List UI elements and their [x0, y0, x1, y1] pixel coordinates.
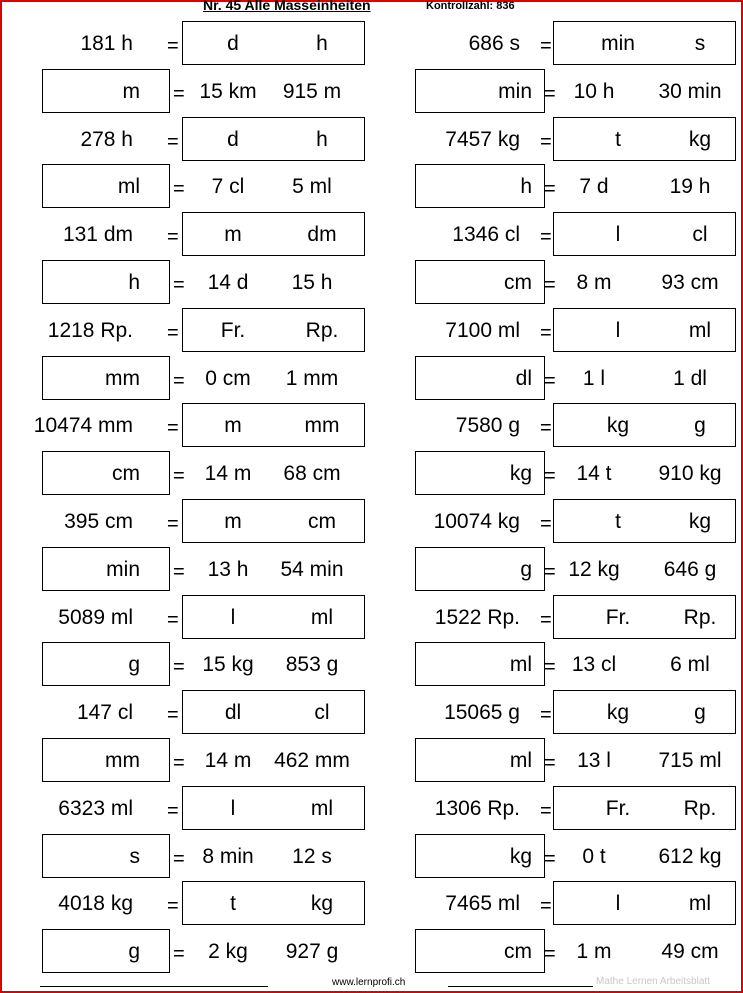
given-value-1: 1 l: [582, 366, 606, 390]
target-unit-2: cl: [314, 701, 330, 725]
equals-sign: =: [540, 799, 552, 822]
given-value-2: 910 kg: [658, 462, 722, 486]
target-unit-2: cm: [308, 510, 336, 533]
right-exercise: [0, 117, 743, 163]
given-value-1: 0 t: [582, 844, 606, 868]
equals-sign: =: [544, 178, 556, 201]
equals-sign: =: [540, 608, 552, 631]
right-exercise: [0, 212, 743, 258]
equals-sign: =: [544, 943, 556, 966]
exercise-row: [0, 595, 743, 641]
target-unit-1: Fr.: [605, 605, 631, 629]
given-value-2: 6 ml: [670, 653, 710, 677]
equals-sign: =: [173, 560, 185, 583]
given-value-1: 10 h: [573, 79, 615, 103]
exercise-row: [0, 690, 743, 736]
exercise-row: [0, 21, 743, 67]
exercise-row: [0, 547, 743, 593]
right-exercise: [0, 642, 743, 688]
given-value-1: 7 d: [579, 175, 609, 199]
equals-sign: =: [173, 274, 185, 296]
target-unit-2: cl: [692, 223, 708, 247]
given-value-2: 93 cm: [661, 271, 719, 294]
given-value-2: 646 g: [663, 557, 717, 581]
given-value: 5089 ml: [58, 605, 133, 629]
exercise-row: [0, 212, 743, 258]
exercise-row: [0, 356, 743, 402]
exercise-row: [0, 881, 743, 927]
target-unit-1: Fr.: [220, 318, 246, 342]
equals-sign: =: [167, 35, 179, 57]
given-value: 1306 Rp.: [434, 796, 520, 820]
equals-sign: =: [544, 369, 556, 392]
given-value-1: 13 h: [207, 557, 249, 581]
target-unit: dl: [515, 366, 532, 390]
given-value: 10074 kg: [433, 510, 520, 533]
right-exercise: [0, 786, 743, 832]
footer-url: www.lernprofi.ch: [332, 977, 406, 988]
given-value: 1346 cl: [452, 223, 520, 247]
equals-sign: =: [544, 847, 556, 870]
equals-sign: =: [167, 513, 179, 535]
target-unit: cm: [504, 271, 532, 294]
given-value: 686 s: [468, 32, 520, 55]
target-unit-1: d: [227, 32, 239, 55]
given-value: 147 cl: [76, 701, 133, 725]
footer-line-left: [40, 986, 268, 987]
given-value-1: 13 cl: [571, 653, 617, 677]
right-exercise: [0, 164, 743, 210]
given-value-2: 853 g: [285, 653, 339, 677]
target-unit: ml: [509, 653, 532, 677]
given-value: 395 cm: [64, 510, 133, 533]
given-value-2: 30 min: [658, 79, 722, 103]
target-unit: ml: [509, 749, 532, 772]
worksheet-title: Nr. 45 Alle Masseinheiten: [203, 0, 371, 13]
given-value: 1522 Rp.: [434, 605, 520, 629]
target-unit: ml: [117, 175, 140, 199]
target-unit-1: kg: [606, 414, 630, 438]
right-exercise: [0, 69, 743, 115]
given-value-2: 19 h: [669, 175, 711, 199]
exercise-row: [0, 929, 743, 975]
target-unit: cm: [112, 462, 140, 486]
equals-sign: =: [540, 895, 552, 918]
given-value-2: 49 cm: [661, 940, 719, 964]
given-value-2: 12 s: [292, 844, 332, 868]
given-value: 7580 g: [455, 414, 520, 438]
right-exercise: [0, 834, 743, 880]
target-unit: h: [520, 175, 532, 199]
exercise-row: [0, 499, 743, 545]
exercise-row: [0, 786, 743, 832]
target-unit-1: t: [615, 127, 621, 151]
target-unit: m: [122, 79, 140, 103]
target-unit: g: [128, 653, 140, 677]
given-value-1: 2 kg: [208, 940, 248, 964]
exercise-row: [0, 834, 743, 880]
equals-sign: =: [173, 465, 185, 488]
right-exercise: [0, 308, 743, 354]
right-exercise: [0, 547, 743, 593]
given-value-1: 8 min: [202, 844, 254, 868]
footer-line-right: [448, 986, 593, 987]
control-number: Kontrollzahl: 836: [426, 0, 515, 12]
target-unit-2: g: [694, 701, 706, 725]
equals-sign: =: [173, 943, 185, 966]
target-unit-1: l: [230, 605, 236, 629]
target-unit: min: [106, 557, 140, 581]
target-unit-2: ml: [310, 605, 334, 629]
exercise-row: [0, 260, 743, 306]
target-unit: mm: [105, 749, 140, 772]
given-value: 6323 ml: [58, 796, 133, 820]
given-value-2: 927 g: [285, 940, 339, 964]
equals-sign: =: [173, 847, 185, 870]
equals-sign: =: [167, 895, 179, 918]
given-value-2: 68 cm: [283, 462, 341, 486]
target-unit: g: [128, 940, 140, 964]
target-unit-2: ml: [688, 892, 712, 916]
target-unit: g: [520, 557, 532, 581]
equals-sign: =: [167, 226, 179, 249]
equals-sign: =: [167, 799, 179, 822]
given-value-1: 7 cl: [211, 175, 245, 199]
given-value: 1218 Rp.: [47, 318, 133, 342]
given-value-2: 5 ml: [292, 175, 332, 199]
target-unit: kg: [509, 462, 532, 486]
given-value-2: 1 mm: [285, 366, 339, 390]
equals-sign: =: [167, 704, 179, 727]
target-unit-2: kg: [310, 892, 334, 916]
right-exercise: [0, 499, 743, 545]
given-value: 10474 mm: [33, 414, 133, 438]
target-unit-1: dl: [224, 701, 242, 725]
given-value-2: 15 h: [291, 271, 333, 294]
equals-sign: =: [167, 608, 179, 631]
target-unit-1: l: [615, 318, 621, 342]
right-exercise: [0, 929, 743, 975]
equals-sign: =: [544, 656, 556, 679]
target-unit-1: m: [224, 414, 242, 438]
target-unit-2: Rp.: [683, 605, 717, 629]
equals-sign: =: [167, 321, 179, 344]
footer-watermark: Mathe Lernen Arbeitsblatt: [596, 976, 710, 987]
given-value: 7100 ml: [445, 318, 520, 342]
equals-sign: =: [173, 369, 185, 392]
equals-sign: =: [167, 417, 179, 440]
given-value-1: 14 d: [207, 271, 249, 294]
target-unit-2: g: [694, 414, 706, 438]
exercise-row: [0, 451, 743, 497]
given-value-2: 715 ml: [658, 749, 722, 772]
given-value-1: 14 t: [576, 462, 612, 486]
given-value: 7465 ml: [445, 892, 520, 916]
target-unit-2: s: [694, 32, 706, 55]
target-unit-1: t: [615, 510, 621, 533]
given-value: 181 h: [80, 32, 133, 55]
right-exercise: [0, 403, 743, 449]
given-value-2: 612 kg: [658, 844, 722, 868]
equals-sign: =: [544, 465, 556, 488]
target-unit-1: l: [230, 796, 236, 820]
target-unit-2: mm: [304, 414, 340, 438]
equals-sign: =: [540, 226, 552, 249]
right-exercise: [0, 595, 743, 641]
exercise-row: [0, 69, 743, 115]
right-exercise: [0, 690, 743, 736]
equals-sign: =: [173, 752, 185, 774]
target-unit-2: kg: [688, 127, 712, 151]
equals-sign: =: [173, 656, 185, 679]
equals-sign: =: [540, 130, 552, 153]
equals-sign: =: [173, 82, 185, 105]
target-unit: min: [498, 79, 532, 103]
right-exercise: [0, 881, 743, 927]
exercise-row: [0, 403, 743, 449]
target-unit-2: ml: [310, 796, 334, 820]
given-value-1: 14 m: [204, 462, 252, 486]
given-value-1: 1 m: [576, 940, 612, 964]
given-value-1: 8 m: [576, 271, 612, 294]
given-value-2: 1 dl: [673, 366, 707, 390]
target-unit-1: Fr.: [605, 796, 631, 820]
right-exercise: [0, 451, 743, 497]
exercise-row: [0, 738, 743, 784]
right-exercise: [0, 356, 743, 402]
equals-sign: =: [540, 35, 552, 57]
target-unit-1: d: [227, 127, 239, 151]
given-value: 15065 g: [444, 701, 520, 725]
given-value-2: 54 min: [280, 557, 344, 581]
target-unit-2: h: [316, 32, 328, 55]
worksheet-header: [0, 0, 743, 15]
target-unit-2: dm: [307, 223, 337, 247]
given-value-1: 15 kg: [202, 653, 254, 677]
given-value-2: 462 mm: [274, 749, 350, 772]
target-unit-2: Rp.: [683, 796, 717, 820]
target-unit-1: t: [230, 892, 236, 916]
equals-sign: =: [540, 417, 552, 440]
right-exercise: [0, 21, 743, 67]
exercise-row: [0, 308, 743, 354]
target-unit-1: m: [224, 510, 242, 533]
equals-sign: =: [544, 752, 556, 774]
given-value: 278 h: [80, 127, 133, 151]
equals-sign: =: [540, 513, 552, 535]
target-unit: h: [128, 271, 140, 294]
given-value-1: 0 cm: [205, 366, 251, 390]
target-unit-2: Rp.: [305, 318, 339, 342]
right-exercise: [0, 260, 743, 306]
equals-sign: =: [544, 274, 556, 296]
target-unit-1: min: [601, 32, 635, 55]
equals-sign: =: [540, 321, 552, 344]
target-unit-2: kg: [688, 510, 712, 533]
exercise-row: [0, 164, 743, 210]
given-value-1: 13 l: [577, 749, 611, 772]
given-value: 4018 kg: [58, 892, 133, 916]
given-value-1: 14 m: [204, 749, 252, 772]
exercise-row: [0, 117, 743, 163]
given-value: 7457 kg: [445, 127, 520, 151]
target-unit-1: l: [615, 223, 621, 247]
target-unit: cm: [504, 940, 532, 964]
given-value-2: 915 m: [282, 79, 342, 103]
target-unit: s: [129, 844, 140, 868]
given-value: 131 dm: [62, 223, 133, 247]
target-unit: kg: [509, 844, 532, 868]
target-unit-1: m: [224, 223, 242, 247]
equals-sign: =: [544, 560, 556, 583]
given-value-1: 15 km: [199, 79, 257, 103]
equals-sign: =: [173, 178, 185, 201]
target-unit-1: kg: [606, 701, 630, 725]
target-unit-2: h: [316, 127, 328, 151]
right-exercise: [0, 738, 743, 784]
equals-sign: =: [540, 704, 552, 727]
equals-sign: =: [167, 130, 179, 153]
exercise-row: [0, 642, 743, 688]
equals-sign: =: [544, 82, 556, 105]
target-unit: mm: [105, 366, 140, 390]
footer: [0, 972, 743, 992]
target-unit-2: ml: [688, 318, 712, 342]
target-unit-1: l: [615, 892, 621, 916]
given-value-1: 12 kg: [568, 557, 620, 581]
